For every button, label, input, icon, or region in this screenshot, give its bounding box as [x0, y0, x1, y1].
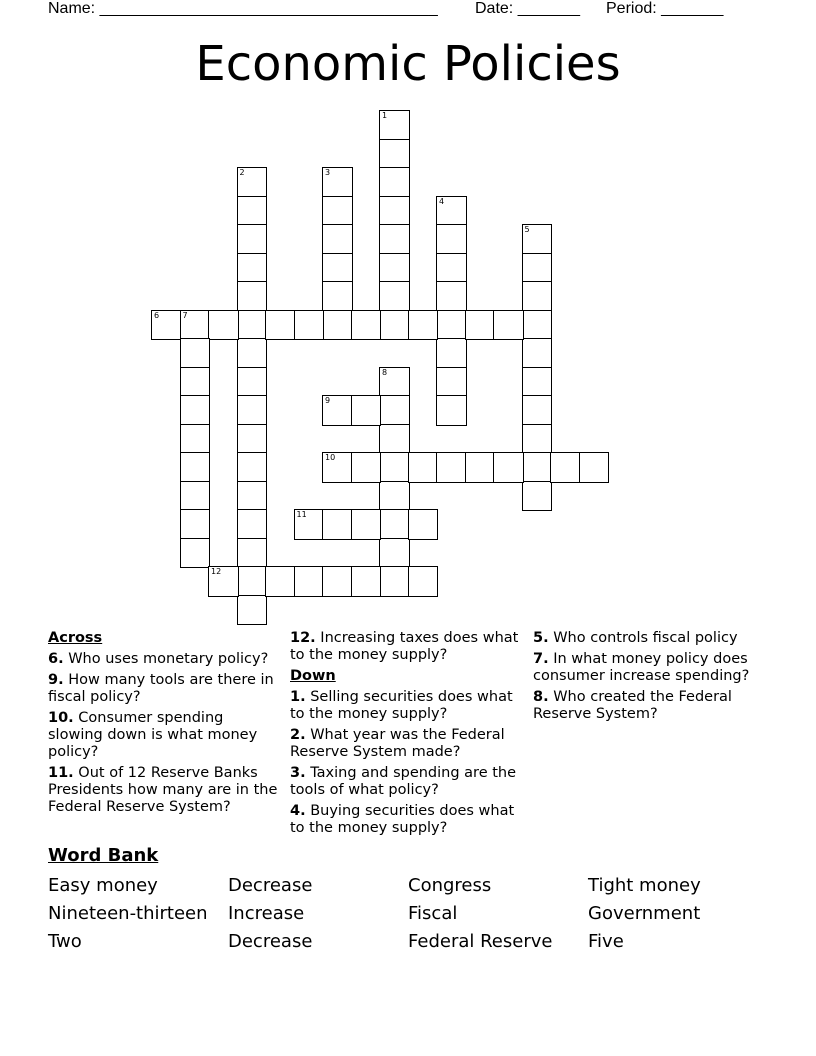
clue-number: 11.: [48, 765, 74, 781]
crossword-cell[interactable]: [237, 167, 268, 198]
clue-across-12: [290, 630, 522, 664]
crossword-cell[interactable]: [379, 538, 410, 569]
crossword-cell[interactable]: [322, 509, 353, 540]
word-bank-item: Increase: [228, 903, 305, 924]
crossword-cell[interactable]: [379, 452, 410, 483]
crossword-cell[interactable]: [379, 310, 410, 341]
crossword-cell[interactable]: [379, 167, 410, 198]
clue-number: 9.: [48, 672, 64, 688]
crossword-cell[interactable]: [180, 338, 211, 369]
crossword-cell[interactable]: [237, 424, 268, 455]
crossword-cell[interactable]: [322, 310, 353, 341]
clue-text: Selling securities does what to the money supply?: [290, 689, 513, 722]
crossword-cell[interactable]: [522, 452, 553, 483]
crossword-cell[interactable]: [237, 509, 268, 540]
crossword-cell[interactable]: [379, 367, 410, 398]
crossword-cell[interactable]: [493, 310, 524, 341]
crossword-cell[interactable]: [379, 139, 410, 170]
crossword-cell[interactable]: [208, 566, 239, 597]
word-bank-item: Fiscal: [408, 903, 458, 924]
clue-number-label: 6: [154, 310, 160, 320]
crossword-cell[interactable]: [180, 452, 211, 483]
crossword-cell[interactable]: [522, 481, 553, 512]
crossword-cell[interactable]: [379, 424, 410, 455]
crossword-cell[interactable]: [180, 310, 211, 341]
clue-number-label: 11: [296, 510, 307, 519]
crossword-cell[interactable]: [522, 367, 553, 398]
clue-text: Buying securities does what to the money supply?: [290, 803, 515, 836]
clue-number: 7.: [533, 651, 549, 667]
across-heading: Across: [48, 630, 103, 646]
clues-column-2: [290, 630, 522, 841]
crossword-cell[interactable]: [465, 310, 496, 341]
crossword-cell[interactable]: [322, 253, 353, 284]
clue-text: Increasing taxes does what to the money supply?: [290, 630, 519, 663]
clue-text: How many tools are there in fiscal policy?: [48, 672, 274, 705]
crossword-cell[interactable]: [436, 281, 467, 312]
crossword-cell[interactable]: [265, 310, 296, 341]
name-field-label[interactable]: Name: ______________________________________: [48, 0, 438, 17]
clue-across-9: [48, 672, 280, 706]
crossword-cell[interactable]: [180, 424, 211, 455]
crossword-cell[interactable]: [522, 338, 553, 369]
period-field-label[interactable]: Period: _______: [606, 0, 724, 17]
crossword-cell[interactable]: [408, 452, 439, 483]
clue-text: What year was the Federal Reserve System made?: [290, 727, 505, 760]
clue-number-label: 10: [325, 453, 336, 462]
clue-number-label: 1: [382, 111, 388, 120]
clue-number-label: 7: [182, 310, 188, 320]
crossword-cell[interactable]: [379, 566, 410, 597]
clue-text: Who created the Federal Reserve System?: [533, 689, 732, 722]
clue-number-label: 12: [211, 567, 222, 576]
crossword-cell[interactable]: [294, 566, 325, 597]
crossword-cell[interactable]: [180, 481, 211, 512]
clue-number-label: 5: [524, 225, 530, 234]
crossword-cell[interactable]: [180, 509, 211, 540]
clue-number: 10.: [48, 710, 74, 726]
clue-text: In what money policy does consumer increase spending?: [533, 651, 750, 684]
crossword-cell[interactable]: [436, 224, 467, 255]
crossword-cell[interactable]: [408, 566, 439, 597]
word-bank-item: Nineteen-thirteen: [48, 903, 208, 924]
crossword-cell[interactable]: [579, 452, 610, 483]
crossword-cell[interactable]: [550, 452, 581, 483]
crossword-cell[interactable]: [408, 310, 439, 341]
clue-number: 4.: [290, 803, 306, 819]
clue-number: 3.: [290, 765, 306, 781]
clue-down-8: [533, 689, 765, 723]
clue-down-7: [533, 651, 765, 685]
crossword-cell[interactable]: [322, 452, 353, 483]
crossword-cell[interactable]: [351, 509, 382, 540]
crossword-cell[interactable]: [151, 310, 182, 341]
clue-number-label: 3: [325, 168, 331, 177]
clue-number-label: 2: [239, 168, 245, 177]
clue-text: Consumer spending slowing down is what money policy?: [48, 710, 258, 760]
crossword-cell[interactable]: [522, 310, 553, 341]
crossword-cell[interactable]: [351, 310, 382, 341]
crossword-cell[interactable]: [436, 310, 467, 341]
word-bank-item: Government: [588, 903, 701, 924]
crossword-cell[interactable]: [351, 566, 382, 597]
clue-across-10: [48, 710, 280, 761]
crossword-cell[interactable]: [408, 509, 439, 540]
date-field-label[interactable]: Date: _______: [475, 0, 580, 17]
crossword-cell[interactable]: [237, 538, 268, 569]
crossword-cell[interactable]: [379, 253, 410, 284]
word-bank-item: Decrease: [228, 931, 313, 952]
crossword-cell[interactable]: [522, 424, 553, 455]
clue-down-4: [290, 803, 522, 837]
crossword-cell[interactable]: [351, 395, 382, 426]
word-bank-item: Five: [588, 931, 624, 952]
crossword-cell[interactable]: [208, 310, 239, 341]
crossword-cell[interactable]: [379, 395, 410, 426]
crossword-cell[interactable]: [322, 167, 353, 198]
crossword-cell[interactable]: [237, 253, 268, 284]
clue-text: Who controls fiscal policy: [553, 630, 738, 646]
clue-number: 6.: [48, 651, 64, 667]
down-heading: Down: [290, 668, 336, 684]
word-bank-item: Decrease: [228, 875, 313, 896]
clue-down-5: [533, 630, 765, 647]
crossword-cell[interactable]: [237, 566, 268, 597]
word-bank-item: Federal Reserve: [408, 931, 553, 952]
clue-number-label: 4: [439, 196, 445, 206]
word-bank-heading: Word Bank: [48, 845, 159, 866]
crossword-cell[interactable]: [237, 310, 268, 341]
clues-column-3: [533, 630, 765, 727]
crossword-cell[interactable]: [322, 196, 353, 227]
crossword-cell[interactable]: [436, 253, 467, 284]
crossword-cell[interactable]: [436, 395, 467, 426]
clue-text: Taxing and spending are the tools of what policy?: [290, 765, 517, 798]
crossword-cell[interactable]: [322, 224, 353, 255]
word-bank-item: Tight money: [588, 875, 701, 896]
clue-number: 5.: [533, 630, 549, 646]
crossword-cell[interactable]: [237, 338, 268, 369]
crossword-cell[interactable]: [294, 310, 325, 341]
page-title: Economic Policies: [195, 36, 621, 92]
crossword-cell[interactable]: [322, 395, 353, 426]
crossword-cell[interactable]: [436, 452, 467, 483]
crossword-cell[interactable]: [237, 595, 268, 626]
crossword-cell[interactable]: [237, 481, 268, 512]
crossword-cell[interactable]: [294, 509, 325, 540]
crossword-cell[interactable]: [180, 395, 211, 426]
crossword-cell[interactable]: [493, 452, 524, 483]
clue-down-2: [290, 727, 522, 761]
crossword-cell[interactable]: [180, 367, 211, 398]
crossword-cell[interactable]: [436, 338, 467, 369]
clue-number-label: 9: [325, 396, 331, 405]
clue-down-1: [290, 689, 522, 723]
crossword-cell[interactable]: [522, 395, 553, 426]
clue-text: Who uses monetary policy?: [68, 651, 269, 667]
word-bank-item: Easy money: [48, 875, 158, 896]
crossword-cell[interactable]: [379, 224, 410, 255]
crossword-cell[interactable]: [436, 196, 467, 227]
clues-column-1: [48, 630, 280, 820]
crossword-cell[interactable]: [522, 281, 553, 312]
crossword-cell[interactable]: [436, 367, 467, 398]
crossword-cell[interactable]: [379, 196, 410, 227]
clue-number: 12.: [290, 630, 316, 646]
clue-number: 1.: [290, 689, 306, 705]
clue-across-11: [48, 765, 280, 816]
crossword-cell[interactable]: [379, 481, 410, 512]
crossword-cell[interactable]: [322, 566, 353, 597]
crossword-cell[interactable]: [522, 253, 553, 284]
word-bank-item: Congress: [408, 875, 492, 896]
crossword-cell[interactable]: [265, 566, 296, 597]
crossword-cell[interactable]: [237, 196, 268, 227]
clue-down-3: [290, 765, 522, 799]
crossword-cell[interactable]: [237, 395, 268, 426]
clue-number: 2.: [290, 727, 306, 743]
crossword-cell[interactable]: [237, 452, 268, 483]
crossword-cell[interactable]: [379, 509, 410, 540]
clue-number-label: 8: [382, 367, 388, 377]
clue-across-6: [48, 651, 280, 668]
clue-text: Out of 12 Reserve Banks Presidents how many are in the Federal Reserve System?: [48, 765, 278, 815]
crossword-cell[interactable]: [180, 538, 211, 569]
crossword-cell[interactable]: [237, 224, 268, 255]
crossword-cell[interactable]: [379, 281, 410, 312]
word-bank-item: Two: [48, 931, 82, 952]
crossword-cell[interactable]: [322, 281, 353, 312]
crossword-cell[interactable]: [379, 110, 410, 141]
clue-number: 8.: [533, 689, 549, 705]
crossword-cell[interactable]: [237, 367, 268, 398]
crossword-cell[interactable]: [522, 224, 553, 255]
crossword-cell[interactable]: [351, 452, 382, 483]
crossword-cell[interactable]: [465, 452, 496, 483]
crossword-cell[interactable]: [237, 281, 268, 312]
